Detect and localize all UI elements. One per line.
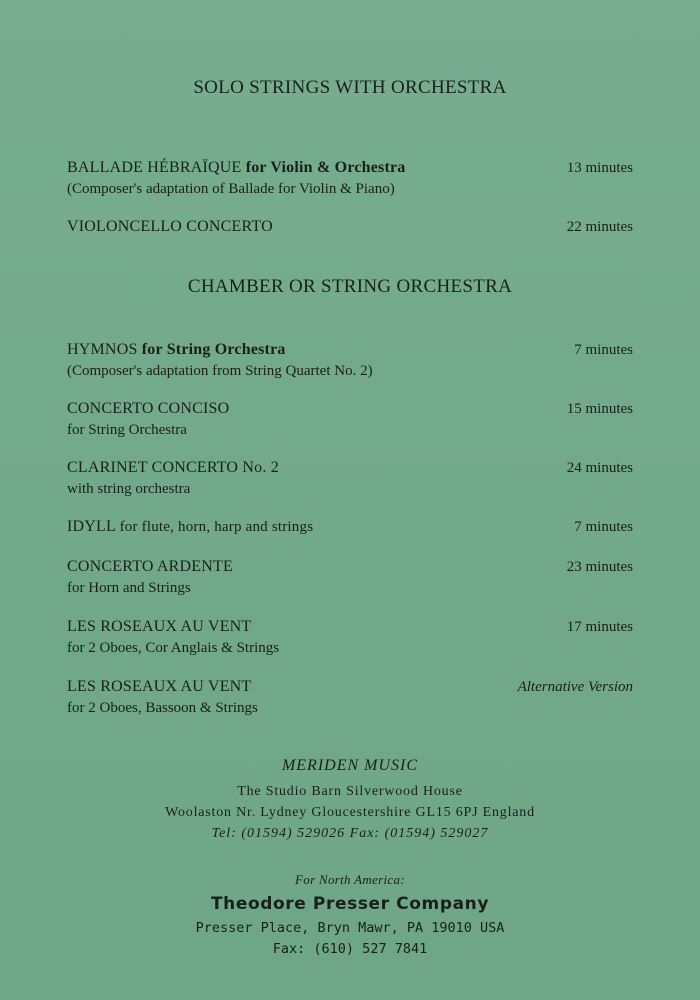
entry-title: VIOLONCELLO CONCERTO <box>67 218 273 235</box>
entry-concerto-ardente <box>67 557 633 598</box>
entry-concerto-conciso <box>67 399 633 440</box>
entry-les-roseaux-au-vent-alt <box>67 677 633 718</box>
entry-subtitle: (Composer's adaptation from String Quartet No. 2) <box>67 363 373 379</box>
publisher-name: MERIDEN MUSIC <box>281 757 419 774</box>
entry-clarinet-concerto-2 <box>67 458 633 499</box>
publisher-block <box>0 757 700 844</box>
publisher-address-line2: Woolaston Nr. Lydney Gloucestershire GL15 6PJ England <box>165 805 535 820</box>
entry-subtitle: for 2 Oboes, Cor Anglais & Strings <box>67 640 280 656</box>
entry-title-main: BALLADE HÉBRAÏQUE <box>67 159 242 176</box>
entry-subtitle: for Horn and Strings <box>67 580 191 596</box>
north-america-label: For North America: <box>295 872 405 887</box>
entry-subtitle: for 2 Oboes, Bassoon & Strings <box>67 700 258 716</box>
publisher-address-line1: The Studio Barn Silverwood House <box>237 784 463 799</box>
entry-duration: 15 minutes <box>566 401 633 417</box>
entry-ballade-hebraique <box>67 158 633 199</box>
entry-title <box>67 340 286 360</box>
section-heading-chamber-string: CHAMBER OR STRING ORCHESTRA <box>187 276 513 297</box>
entry-duration: 7 minutes <box>574 342 633 358</box>
entry-duration: 24 minutes <box>566 460 633 476</box>
entry-duration: 7 minutes <box>574 519 633 535</box>
entry-duration: 22 minutes <box>566 219 633 235</box>
entry-title-rest: for String Orchestra <box>141 341 286 358</box>
entry-title <box>67 158 406 178</box>
presser-company-name: Theodore Presser Company <box>210 894 490 914</box>
entry-title <box>67 517 313 537</box>
entry-subtitle: for String Orchestra <box>67 422 187 438</box>
entry-title-rest: for Violin & Orchestra <box>245 159 406 176</box>
publisher-contact: Tel: (01594) 529026 Fax: (01594) 529027 <box>211 826 489 841</box>
entry-title: CONCERTO CONCISO <box>67 400 230 417</box>
entry-duration: 13 minutes <box>566 160 633 176</box>
entry-les-roseaux-au-vent <box>67 617 633 658</box>
entry-duration: 23 minutes <box>566 559 633 575</box>
presser-fax: Fax: (610) 527 7841 <box>272 941 428 957</box>
entry-duration: Alternative Version <box>517 679 633 695</box>
entry-violoncello-concerto <box>67 217 633 237</box>
entry-title: CONCERTO ARDENTE <box>67 558 233 575</box>
entry-title-main: HYMNOS <box>67 341 138 358</box>
north-america-block <box>0 872 700 960</box>
entry-title-rest: for flute, horn, harp and strings <box>119 519 314 535</box>
presser-address: Presser Place, Bryn Mawr, PA 19010 USA <box>195 920 505 936</box>
entry-title: LES ROSEAUX AU VENT <box>67 678 252 695</box>
entry-title: LES ROSEAUX AU VENT <box>67 618 252 635</box>
entry-idyll <box>67 517 633 537</box>
entry-subtitle: with string orchestra <box>67 481 191 497</box>
entry-duration: 17 minutes <box>566 619 633 635</box>
entry-title-main: IDYLL <box>67 518 116 535</box>
entry-title: CLARINET CONCERTO No. 2 <box>67 459 279 476</box>
entry-hymnos <box>67 340 633 381</box>
entry-subtitle: (Composer's adaptation of Ballade for Violin & Piano) <box>67 181 395 197</box>
section-heading-solo-strings: SOLO STRINGS WITH ORCHESTRA <box>193 77 507 98</box>
